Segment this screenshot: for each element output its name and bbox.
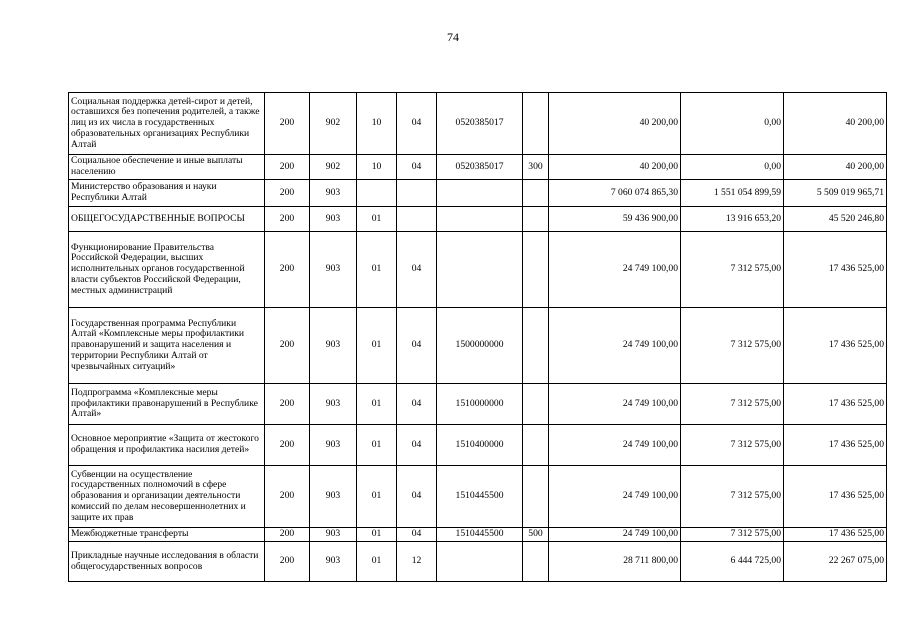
code-col-3: 01 <box>357 542 397 582</box>
amount-col-1: 7 060 074 865,30 <box>549 180 681 207</box>
code-col-6 <box>523 425 549 466</box>
code-col-3: 01 <box>357 528 397 542</box>
code-col-1: 200 <box>265 308 310 384</box>
amount-col-3: 17 436 525,00 <box>784 528 887 542</box>
code-col-2: 903 <box>310 528 357 542</box>
code-col-5 <box>437 207 523 232</box>
table-row <box>69 466 887 528</box>
code-col-6 <box>523 232 549 308</box>
code-col-2: 903 <box>310 232 357 308</box>
amount-col-3: 22 267 075,00 <box>784 542 887 582</box>
table-row <box>69 542 887 582</box>
table-row <box>69 308 887 384</box>
amount-col-3: 17 436 525,00 <box>784 384 887 425</box>
table-row <box>69 384 887 425</box>
code-col-5: 1510445500 <box>437 466 523 528</box>
code-col-6 <box>523 180 549 207</box>
code-col-3: 01 <box>357 232 397 308</box>
code-col-3: 01 <box>357 308 397 384</box>
code-col-6: 500 <box>523 528 549 542</box>
amount-col-3: 5 509 019 965,71 <box>784 180 887 207</box>
row-name: Прикладные научные исследования в области общегосударственных вопросов <box>69 542 265 582</box>
code-col-5: 1510000000 <box>437 384 523 425</box>
amount-col-1: 59 436 900,00 <box>549 207 681 232</box>
table-row <box>69 528 887 542</box>
code-col-4: 04 <box>397 528 437 542</box>
table-row <box>69 180 887 207</box>
amount-col-2: 1 551 054 899,59 <box>681 180 784 207</box>
code-col-4: 12 <box>397 542 437 582</box>
amount-col-1: 28 711 800,00 <box>549 542 681 582</box>
code-col-6 <box>523 308 549 384</box>
code-col-4: 04 <box>397 308 437 384</box>
code-col-5: 1500000000 <box>437 308 523 384</box>
row-name: ОБЩЕГОСУДАРСТВЕННЫЕ ВОПРОСЫ <box>69 207 265 232</box>
code-col-2: 903 <box>310 308 357 384</box>
code-col-1: 200 <box>265 180 310 207</box>
code-col-4: 04 <box>397 93 437 155</box>
code-col-1: 200 <box>265 542 310 582</box>
amount-col-2: 7 312 575,00 <box>681 425 784 466</box>
code-col-2: 903 <box>310 542 357 582</box>
amount-col-3: 45 520 246,80 <box>784 207 887 232</box>
row-name: Субвенции на осуществление государственных полномочий в сфере образования и организации деятельности комиссий по делам несовершеннолетних и защите их прав <box>69 466 265 528</box>
code-col-4: 04 <box>397 466 437 528</box>
code-col-4 <box>397 207 437 232</box>
code-col-2: 902 <box>310 93 357 155</box>
amount-col-2: 13 916 653,20 <box>681 207 784 232</box>
code-col-3 <box>357 180 397 207</box>
table-row <box>69 207 887 232</box>
code-col-3: 01 <box>357 207 397 232</box>
code-col-3: 01 <box>357 466 397 528</box>
amount-col-2: 7 312 575,00 <box>681 308 784 384</box>
code-col-1: 200 <box>265 155 310 180</box>
amount-col-3: 17 436 525,00 <box>784 308 887 384</box>
code-col-4: 04 <box>397 425 437 466</box>
code-col-3: 01 <box>357 425 397 466</box>
code-col-1: 200 <box>265 425 310 466</box>
code-col-5: 1510400000 <box>437 425 523 466</box>
code-col-3: 10 <box>357 93 397 155</box>
amount-col-1: 24 749 100,00 <box>549 425 681 466</box>
table-row <box>69 155 887 180</box>
code-col-6 <box>523 542 549 582</box>
code-col-5 <box>437 180 523 207</box>
row-name: Функционирование Правительства Российской Федерации, высших исполнительных органов государственной власти субъектов Российской Федерации, местных администраций <box>69 232 265 308</box>
amount-col-3: 17 436 525,00 <box>784 466 887 528</box>
page-number: 74 <box>447 30 459 44</box>
amount-col-3: 17 436 525,00 <box>784 232 887 308</box>
table-row <box>69 232 887 308</box>
row-name: Межбюджетные трансферты <box>69 528 265 542</box>
row-name: Подпрограмма «Комплексные меры профилактики правонарушений в Республике Алтай» <box>69 384 265 425</box>
code-col-6 <box>523 384 549 425</box>
code-col-5: 0520385017 <box>437 155 523 180</box>
code-col-2: 903 <box>310 384 357 425</box>
code-col-3: 10 <box>357 155 397 180</box>
amount-col-2: 7 312 575,00 <box>681 384 784 425</box>
budget-table <box>68 92 887 582</box>
code-col-2: 903 <box>310 466 357 528</box>
code-col-1: 200 <box>265 384 310 425</box>
code-col-2: 903 <box>310 207 357 232</box>
code-col-2: 902 <box>310 155 357 180</box>
table-row <box>69 425 887 466</box>
code-col-5: 1510445500 <box>437 528 523 542</box>
amount-col-2: 6 444 725,00 <box>681 542 784 582</box>
amount-col-1: 24 749 100,00 <box>549 528 681 542</box>
code-col-4 <box>397 180 437 207</box>
table-row <box>69 93 887 155</box>
amount-col-1: 24 749 100,00 <box>549 308 681 384</box>
amount-col-1: 24 749 100,00 <box>549 384 681 425</box>
code-col-2: 903 <box>310 425 357 466</box>
amount-col-1: 40 200,00 <box>549 93 681 155</box>
code-col-5 <box>437 542 523 582</box>
code-col-6 <box>523 466 549 528</box>
amount-col-3: 40 200,00 <box>784 93 887 155</box>
amount-col-1: 24 749 100,00 <box>549 466 681 528</box>
code-col-4: 04 <box>397 155 437 180</box>
code-col-1: 200 <box>265 232 310 308</box>
amount-col-2: 0,00 <box>681 155 784 180</box>
row-name: Социальная поддержка детей-сирот и детей, оставшихся без попечения родителей, а также лиц из их числа в государственных образовательных организациях Республики Алтай <box>69 93 265 155</box>
amount-col-2: 0,00 <box>681 93 784 155</box>
amount-col-2: 7 312 575,00 <box>681 466 784 528</box>
code-col-4: 04 <box>397 384 437 425</box>
code-col-5: 0520385017 <box>437 93 523 155</box>
row-name: Социальное обеспечение и иные выплаты населению <box>69 155 265 180</box>
row-name: Государственная программа Республики Алтай «Комплексные меры профилактики правонарушений и защита населения и территории Республики Алтай от чрезвычайных ситуаций» <box>69 308 265 384</box>
code-col-6: 300 <box>523 155 549 180</box>
row-name: Министерство образования и науки Республики Алтай <box>69 180 265 207</box>
code-col-1: 200 <box>265 466 310 528</box>
code-col-1: 200 <box>265 93 310 155</box>
amount-col-1: 24 749 100,00 <box>549 232 681 308</box>
code-col-1: 200 <box>265 207 310 232</box>
amount-col-2: 7 312 575,00 <box>681 232 784 308</box>
amount-col-1: 40 200,00 <box>549 155 681 180</box>
amount-col-3: 17 436 525,00 <box>784 425 887 466</box>
code-col-5 <box>437 232 523 308</box>
amount-col-3: 40 200,00 <box>784 155 887 180</box>
code-col-4: 04 <box>397 232 437 308</box>
code-col-6 <box>523 93 549 155</box>
code-col-3: 01 <box>357 384 397 425</box>
code-col-6 <box>523 207 549 232</box>
amount-col-2: 7 312 575,00 <box>681 528 784 542</box>
row-name: Основное мероприятие «Защита от жестокого обращения и профилактика насилия детей» <box>69 425 265 466</box>
code-col-2: 903 <box>310 180 357 207</box>
code-col-1: 200 <box>265 528 310 542</box>
